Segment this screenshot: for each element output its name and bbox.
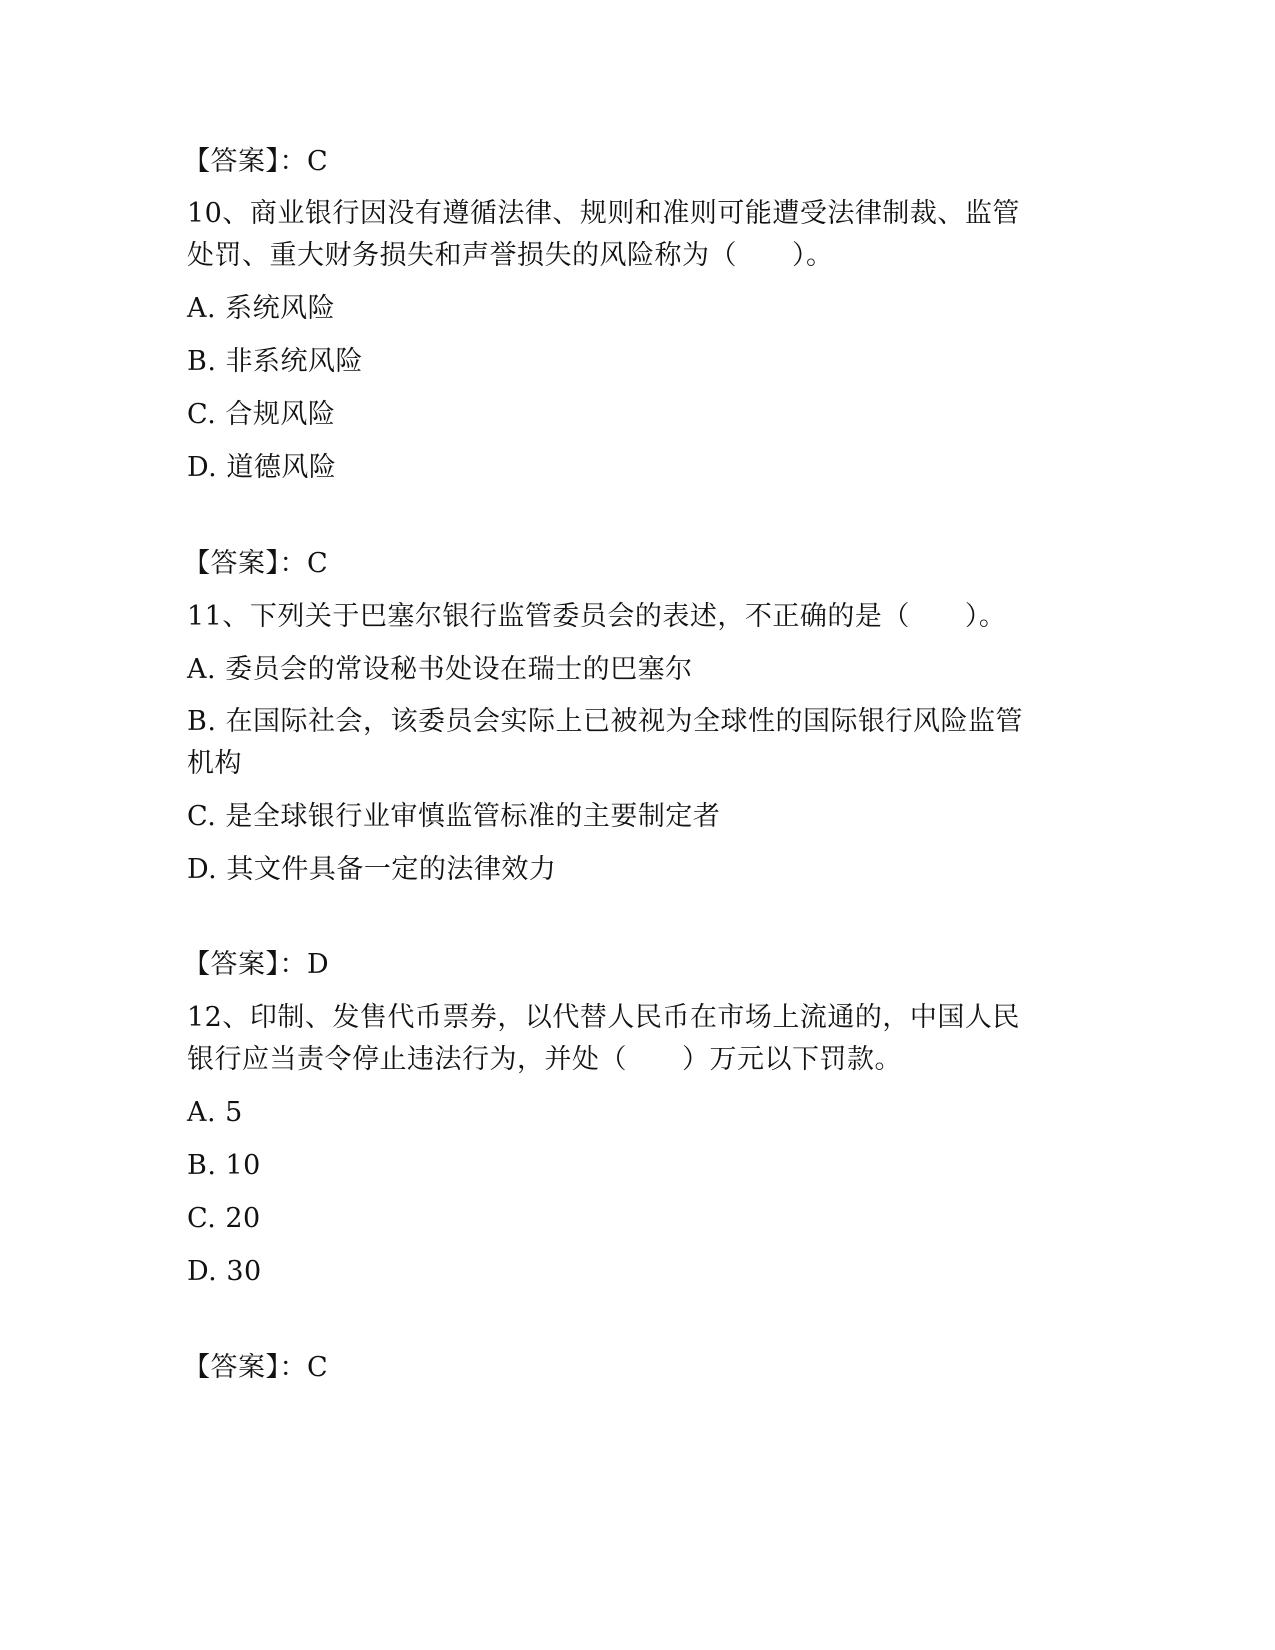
question-11-option-b-line-2: 机构 (187, 748, 242, 779)
question-11-option-c: C. 是全球银行业审慎监管标准的主要制定者 (187, 801, 721, 832)
question-11-option-a: A. 委员会的常设秘书处设在瑞士的巴塞尔 (187, 654, 693, 685)
question-10-text-line-2: 处罚、重大财务损失和声誉损失的风险称为（ ）。 (187, 240, 834, 271)
answer-10: 【答案】：C (183, 548, 329, 579)
question-10-option-c: C. 合规风险 (187, 399, 336, 430)
question-10-option-b: B. 非系统风险 (187, 346, 364, 377)
answer-12: 【答案】：C (183, 1352, 329, 1383)
question-10-option-d: D. 道德风险 (187, 452, 337, 483)
question-12-text-line-2: 银行应当责令停止违法行为，并处（ ）万元以下罚款。 (187, 1044, 902, 1075)
question-11-option-d: D. 其文件具备一定的法律效力 (187, 854, 557, 885)
answer-9: 【答案】：C (183, 146, 329, 177)
question-12-option-b: B. 10 (187, 1150, 261, 1181)
question-11-option-b-line-1: B. 在国际社会，该委员会实际上已被视为全球性的国际银行风险监管 (187, 706, 1024, 737)
question-12-option-d: D. 30 (187, 1256, 262, 1287)
question-10-text-line-1: 10、商业银行因没有遵循法律、规则和准则可能遭受法律制裁、监管 (187, 198, 1020, 229)
question-12-option-c: C. 20 (187, 1203, 261, 1234)
question-12-option-a: A. 5 (187, 1097, 243, 1128)
question-11-text-line-1: 11、下列关于巴塞尔银行监管委员会的表述，不正确的是（ ）。 (187, 601, 1007, 632)
answer-11: 【答案】：D (183, 949, 330, 980)
question-10-option-a: A. 系统风险 (187, 293, 336, 324)
question-12-text-line-1: 12、印制、发售代币票券，以代替人民币在市场上流通的，中国人民 (187, 1002, 1020, 1033)
